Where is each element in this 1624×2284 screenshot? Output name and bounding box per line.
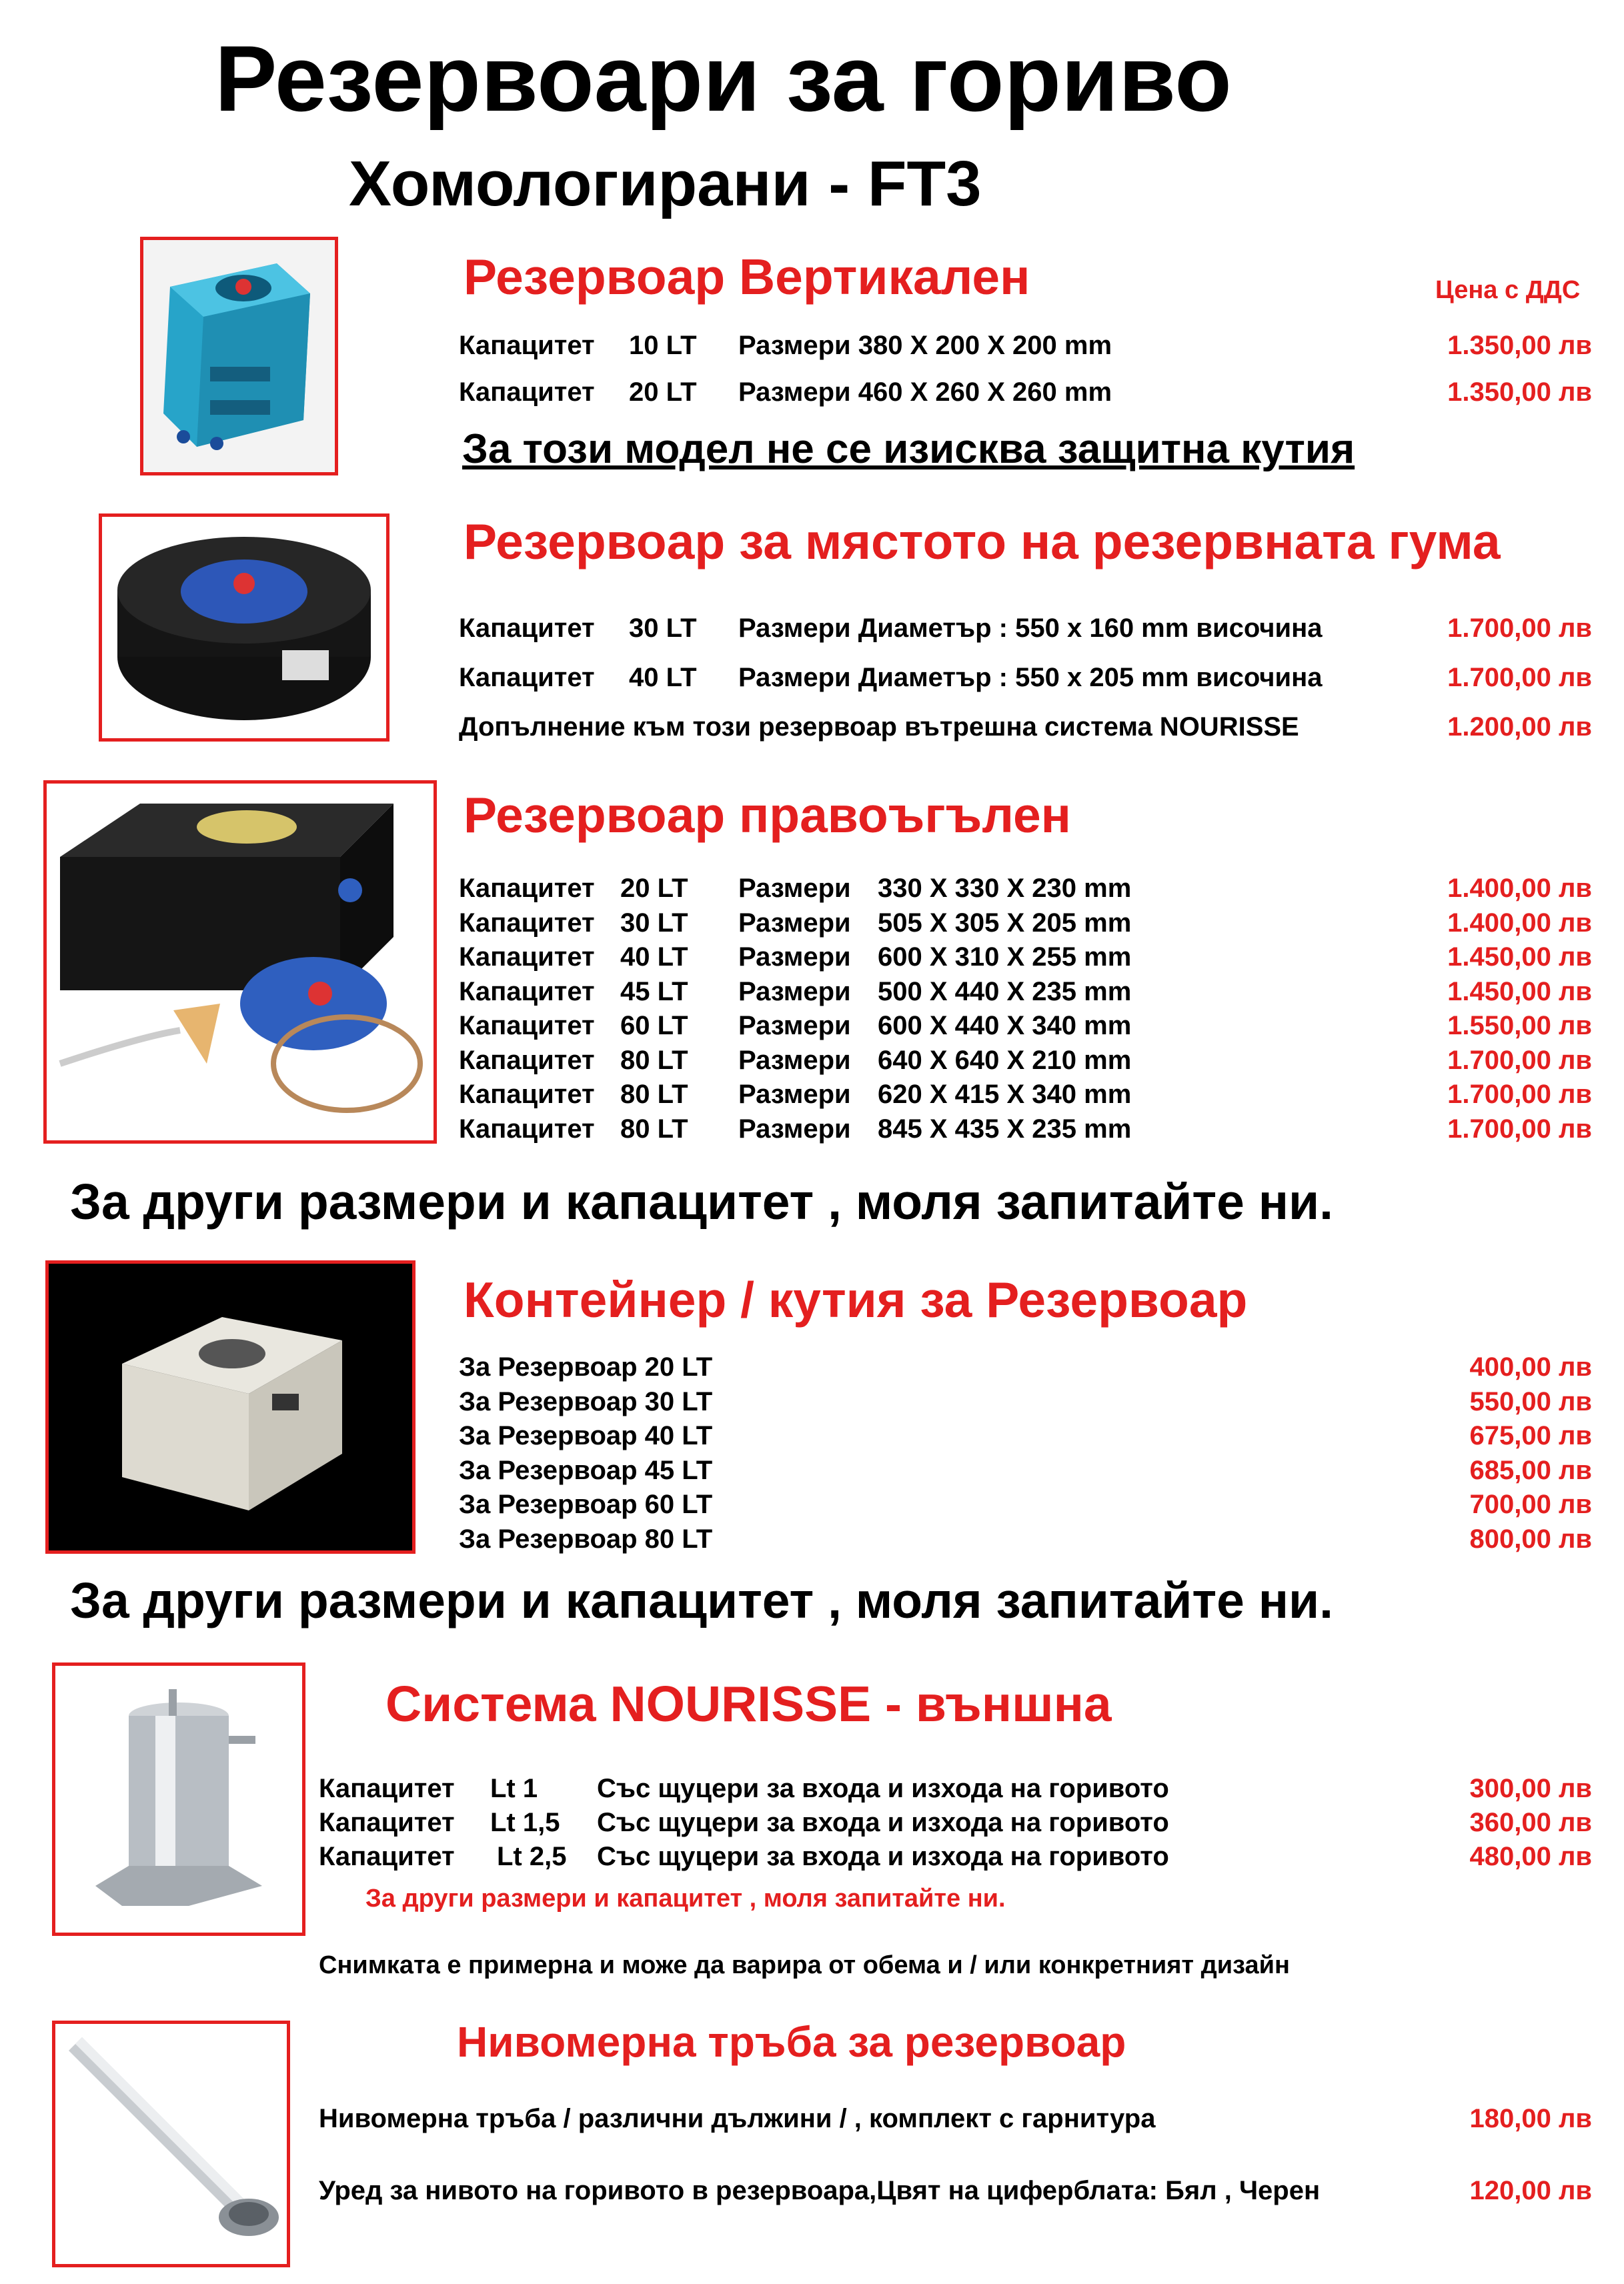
dimensions: Размери Диаметър : 550 x 160 mm височина [738,614,1323,643]
volume: 30 LT [629,614,697,643]
price: 675,00 лв [1469,1421,1592,1450]
dimensions: 600 X 310 X 255 mm [878,942,1132,972]
capacity-label: Капацитет [459,976,595,1006]
capacity-label: Капацитет [319,1808,455,1837]
dimensions-label: Размери [738,1114,851,1144]
volume: Lt 1 [490,1774,538,1803]
price: 300,00 лв [1469,1774,1592,1803]
rect-tank-photo [43,780,437,1144]
capacity-label: Капацитет [459,1011,595,1040]
volume: 80 LT [620,1080,688,1109]
box-row-label: За Резервоар 80 LT [459,1524,713,1554]
capacity-label: Капацитет [459,908,595,938]
dimensions: 620 X 415 X 340 mm [878,1080,1132,1109]
price: 1.700,00 лв [1447,614,1592,643]
dimensions: Размери Диаметър : 550 x 205 mm височина [738,663,1323,692]
price: 1.350,00 лв [1447,377,1592,407]
capacity-label: Капацитет [459,874,595,903]
nourisse-heading: Система NOURISSE - външна [385,1676,1112,1732]
vertical-note: За този модел не се изисква защитна кутия [462,426,1355,472]
description: Със щуцери за входа и изхода на горивото [597,1774,1169,1803]
addon-text: Допълнение към този резервоар вътрешна система NOURISSE [459,712,1299,742]
dimensions-label: Размери [738,874,851,903]
price: 800,00 лв [1469,1524,1592,1554]
price: 1.350,00 лв [1447,331,1592,360]
box-heading: Контейнер / кутия за Резервоар [464,1272,1248,1328]
price: 1.450,00 лв [1447,942,1592,972]
price: 1.700,00 лв [1447,1045,1592,1075]
volume: 60 LT [620,1011,688,1040]
nourisse-photo [52,1662,305,1936]
capacity-label: Капацитет [459,1080,595,1109]
gauge-item-text: Нивомерна тръба / различни дължини / , комплект с гарнитура [319,2104,1156,2133]
dimensions: 845 X 435 X 235 mm [878,1114,1132,1144]
box-photo [45,1260,416,1554]
dimensions: Размери 460 X 260 X 260 mm [738,377,1112,407]
capacity-label: Капацитет [459,331,595,360]
dimensions: 330 X 330 X 230 mm [878,874,1132,903]
rect-ask-note: За други размери и капацитет , моля запитайте ни. [70,1174,1333,1230]
price: 360,00 лв [1469,1808,1592,1837]
capacity-label: Капацитет [459,942,595,972]
price: 1.700,00 лв [1447,1080,1592,1109]
price: 1.450,00 лв [1447,976,1592,1006]
dimensions-label: Размери [738,908,851,938]
description: Със щуцери за входа и изхода на горивото [597,1842,1169,1871]
dimensions-label: Размери [738,1080,851,1109]
box-row-label: За Резервоар 30 LT [459,1386,713,1416]
volume: 45 LT [620,976,688,1006]
capacity-label: Капацитет [459,1114,595,1144]
gauge-photo [52,2021,290,2267]
spare-tank-photo [99,513,389,742]
price: 1.700,00 лв [1447,1114,1592,1144]
capacity-label: Капацитет [459,1045,595,1075]
dimensions: Размери 380 X 200 X 200 mm [738,331,1112,360]
dimensions-label: Размери [738,976,851,1006]
vertical-tank-heading: Резервоар Вертикален [464,249,1030,305]
dimensions: 600 X 440 X 340 mm [878,1011,1132,1040]
price: 685,00 лв [1469,1455,1592,1485]
box-row-label: За Резервоар 20 LT [459,1352,713,1382]
vertical-tank-photo [140,237,338,475]
box-row-label: За Резервоар 60 LT [459,1490,713,1519]
volume: Lt 2,5 [497,1842,567,1871]
price: 400,00 лв [1469,1352,1592,1382]
price: 1.400,00 лв [1447,874,1592,903]
volume: 40 LT [629,663,697,692]
capacity-label: Капацитет [459,614,595,643]
page-title: Резервоари за гориво [215,26,1232,131]
spare-tank-heading: Резервоар за мястото на резервната гума [464,513,1501,569]
capacity-label: Капацитет [459,663,595,692]
price: 1.200,00 лв [1447,712,1592,742]
capacity-label: Капацитет [319,1842,455,1871]
capacity-label: Капацитет [459,377,595,407]
gauge-item-text: Уред за нивото на горивото в резервоара,Цвят на циферблата: Бял , Черен [319,2176,1321,2205]
page-subtitle: Хомологирани - FT3 [349,148,982,219]
price: 550,00 лв [1469,1386,1592,1416]
price: 700,00 лв [1469,1490,1592,1519]
price: 180,00 лв [1469,2104,1592,2133]
price: 1.700,00 лв [1447,663,1592,692]
dimensions: 505 X 305 X 205 mm [878,908,1132,938]
nourisse-ask-note: За други размери и капацитет , моля запитайте ни. [365,1885,1006,1913]
dimensions-label: Размери [738,942,851,972]
price: 480,00 лв [1469,1842,1592,1871]
dimensions: 500 X 440 X 235 mm [878,976,1132,1006]
price-label: Цена с ДДС [1435,276,1581,304]
volume: Lt 1,5 [490,1808,560,1837]
dimensions-label: Размери [738,1011,851,1040]
box-ask-note: За други размери и капацитет , моля запитайте ни. [70,1572,1333,1628]
volume: 30 LT [620,908,688,938]
volume: 20 LT [629,377,697,407]
price: 1.400,00 лв [1447,908,1592,938]
volume: 10 LT [629,331,697,360]
dimensions-label: Размери [738,1045,851,1075]
description: Със щуцери за входа и изхода на горивото [597,1808,1169,1837]
dimensions: 640 X 640 X 210 mm [878,1045,1132,1075]
volume: 80 LT [620,1045,688,1075]
price: 1.550,00 лв [1447,1011,1592,1040]
rect-tank-heading: Резервоар правоъгълен [464,787,1071,843]
capacity-label: Капацитет [319,1774,455,1803]
box-row-label: За Резервоар 45 LT [459,1455,713,1485]
volume: 40 LT [620,942,688,972]
volume: 20 LT [620,874,688,903]
box-row-label: За Резервоар 40 LT [459,1421,713,1450]
volume: 80 LT [620,1114,688,1144]
price: 120,00 лв [1469,2176,1592,2205]
nourisse-disclaimer: Снимката е примерна и може да варира от обема и / или конкретният дизайн [319,1951,1290,1979]
gauge-heading: Нивомерна тръба за резервоар [457,2018,1126,2066]
